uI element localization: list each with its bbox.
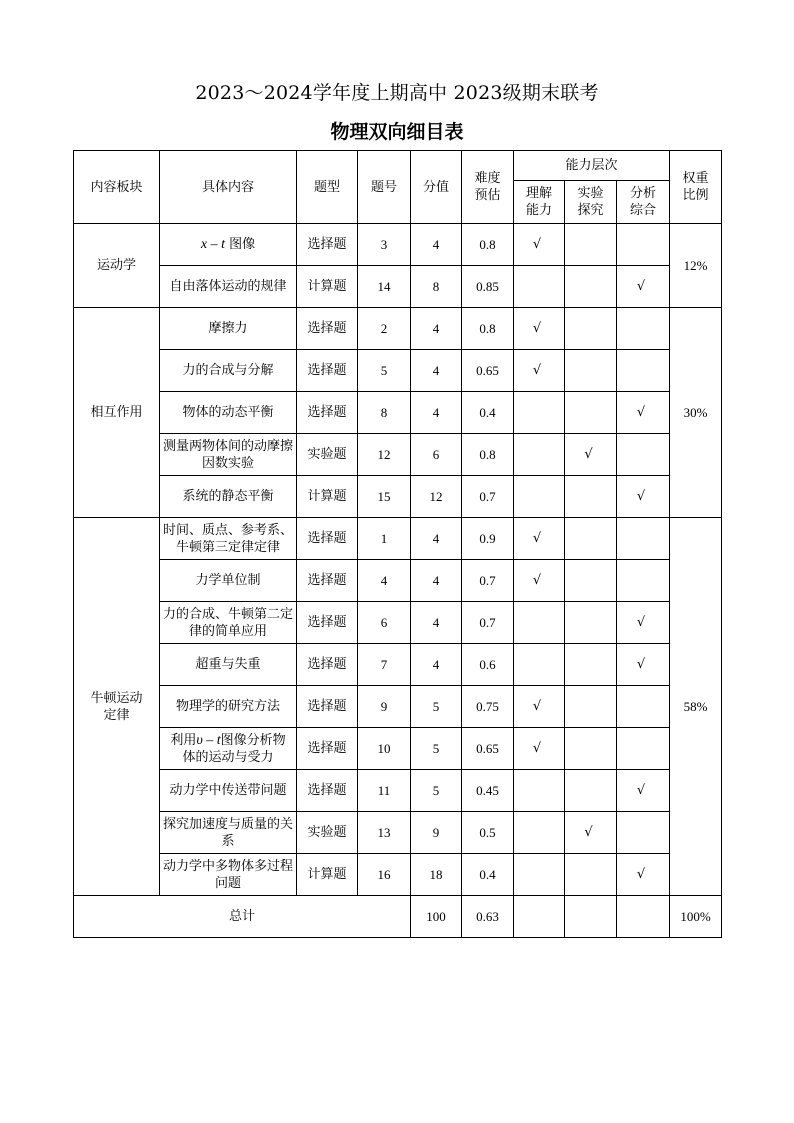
header-type: 题型 [297, 151, 358, 224]
content-variable: υ – t [196, 732, 221, 748]
score-cell: 5 [411, 728, 462, 770]
ability-understand-check [514, 854, 565, 896]
number-cell: 6 [358, 602, 411, 644]
content-cell: 时间、质点、参考系、牛顿第三定律定律 [160, 518, 297, 560]
content-cell [160, 728, 297, 770]
score-cell: 6 [411, 434, 462, 476]
ability-experiment-check [565, 308, 617, 350]
ability-understand-check [514, 392, 565, 434]
ability-analysis-check: √ [617, 854, 670, 896]
score-cell: 4 [411, 560, 462, 602]
type-cell: 选择题 [297, 602, 358, 644]
header-ability-experiment [565, 181, 617, 224]
content-cell: 动力学中传送带问题 [160, 770, 297, 812]
total-weight: 100% [670, 896, 722, 938]
number-cell: 1 [358, 518, 411, 560]
type-cell: 选择题 [297, 644, 358, 686]
ability-analysis-check: √ [617, 602, 670, 644]
content-cell: 测量两物体间的动摩擦因数实验 [160, 434, 297, 476]
ability-analysis-check [617, 308, 670, 350]
header-content: 具体内容 [160, 151, 297, 224]
number-cell: 4 [358, 560, 411, 602]
content-cell: 摩擦力 [160, 308, 297, 350]
ability-experiment-check [565, 728, 617, 770]
content-cell: 自由落体运动的规律 [160, 266, 297, 308]
total-ability-understand [514, 896, 565, 938]
ability-analysis-check: √ [617, 770, 670, 812]
header-weight [670, 151, 722, 224]
difficulty-cell: 0.4 [462, 854, 514, 896]
content-cell: 超重与失重 [160, 644, 297, 686]
ability-analysis-check [617, 686, 670, 728]
content-cell: 力学单位制 [160, 560, 297, 602]
type-cell: 选择题 [297, 728, 358, 770]
score-cell: 5 [411, 770, 462, 812]
score-cell: 4 [411, 644, 462, 686]
total-label: 总计 [74, 896, 411, 938]
table-row [74, 644, 722, 686]
content-cell: 系统的静态平衡 [160, 476, 297, 518]
ability-understand-check [514, 434, 565, 476]
header-ability-understand-line2: 能力 [525, 203, 552, 218]
number-cell: 15 [358, 476, 411, 518]
difficulty-cell: 0.8 [462, 434, 514, 476]
number-cell: 10 [358, 728, 411, 770]
number-cell: 7 [358, 644, 411, 686]
difficulty-cell: 0.7 [462, 560, 514, 602]
type-cell: 计算题 [297, 266, 358, 308]
score-cell: 4 [411, 392, 462, 434]
ability-understand-check: √ [514, 518, 565, 560]
type-cell: 计算题 [297, 854, 358, 896]
ability-understand-check [514, 770, 565, 812]
score-cell: 8 [411, 266, 462, 308]
difficulty-cell: 0.9 [462, 518, 514, 560]
header-row [74, 151, 722, 181]
section-name: 相互作用 [74, 308, 160, 518]
type-cell: 选择题 [297, 392, 358, 434]
score-cell: 4 [411, 602, 462, 644]
table-row [74, 434, 722, 476]
table-row [74, 602, 722, 644]
table-body [74, 224, 722, 896]
score-cell: 18 [411, 854, 462, 896]
section-name: 运动学 [74, 224, 160, 308]
table-title: 物理双向细目表 [330, 121, 464, 143]
content-cell: 动力学中多物体多过程问题 [160, 854, 297, 896]
document-title: 2023～2024学年度上期高中 2023级期末联考 [195, 82, 599, 104]
ability-analysis-check [617, 224, 670, 266]
ability-analysis-check [617, 518, 670, 560]
ability-understand-check [514, 812, 565, 854]
table-row [74, 518, 722, 560]
header-section: 内容板块 [74, 151, 160, 224]
score-cell: 4 [411, 308, 462, 350]
number-cell: 5 [358, 350, 411, 392]
difficulty-cell: 0.7 [462, 476, 514, 518]
number-cell: 9 [358, 686, 411, 728]
difficulty-cell: 0.65 [462, 728, 514, 770]
weight-cell: 12% [670, 224, 722, 308]
difficulty-cell: 0.8 [462, 224, 514, 266]
header-ability: 能力层次 [514, 151, 670, 181]
difficulty-cell: 0.5 [462, 812, 514, 854]
header-ability-analysis-line2: 综合 [629, 203, 656, 218]
ability-experiment-check [565, 770, 617, 812]
ability-experiment-check [565, 518, 617, 560]
ability-experiment-check [565, 266, 617, 308]
type-cell: 选择题 [297, 686, 358, 728]
content-text-post: 图像 [224, 237, 256, 252]
header-difficulty [462, 151, 514, 224]
type-cell: 选择题 [297, 350, 358, 392]
score-cell: 4 [411, 224, 462, 266]
ability-understand-check: √ [514, 728, 565, 770]
number-cell: 3 [358, 224, 411, 266]
header-score: 分值 [411, 151, 462, 224]
ability-analysis-check: √ [617, 266, 670, 308]
difficulty-cell: 0.65 [462, 350, 514, 392]
content-cell: 力的合成、牛顿第二定律的简单应用 [160, 602, 297, 644]
ability-experiment-check [565, 560, 617, 602]
ability-analysis-check [617, 350, 670, 392]
header-ability-analysis [617, 181, 670, 224]
ability-understand-check [514, 476, 565, 518]
difficulty-cell: 0.7 [462, 602, 514, 644]
header-difficulty-line2: 预估 [474, 188, 501, 203]
ability-experiment-check [565, 392, 617, 434]
ability-understand-check [514, 266, 565, 308]
content-cell [160, 224, 297, 266]
table-row [74, 224, 722, 266]
total-difficulty: 0.63 [462, 896, 514, 938]
ability-experiment-check: √ [565, 434, 617, 476]
header-ability-analysis-line1: 分析 [629, 186, 656, 201]
two-way-spec-table [73, 150, 722, 938]
header-number: 题号 [358, 151, 411, 224]
content-cell: 物体的动态平衡 [160, 392, 297, 434]
ability-experiment-check [565, 854, 617, 896]
header-ability-understand [514, 181, 565, 224]
difficulty-cell: 0.6 [462, 644, 514, 686]
ability-understand-check: √ [514, 350, 565, 392]
content-cell: 探究加速度与质量的关系 [160, 812, 297, 854]
table-row [74, 854, 722, 896]
number-cell: 2 [358, 308, 411, 350]
ability-experiment-check [565, 224, 617, 266]
difficulty-cell: 0.4 [462, 392, 514, 434]
difficulty-cell: 0.45 [462, 770, 514, 812]
score-cell: 4 [411, 350, 462, 392]
number-cell: 14 [358, 266, 411, 308]
table-row [74, 476, 722, 518]
content-variable: x – t [200, 237, 225, 252]
ability-experiment-check [565, 686, 617, 728]
type-cell: 选择题 [297, 560, 358, 602]
total-ability-analysis [617, 896, 670, 938]
table-row [74, 560, 722, 602]
score-cell: 4 [411, 518, 462, 560]
ability-analysis-check [617, 560, 670, 602]
total-ability-experiment [565, 896, 617, 938]
ability-analysis-check [617, 812, 670, 854]
table-row [74, 266, 722, 308]
section-name: 牛顿运动定律 [74, 518, 160, 896]
type-cell: 选择题 [297, 770, 358, 812]
table-row [74, 350, 722, 392]
number-cell: 11 [358, 770, 411, 812]
ability-understand-check: √ [514, 308, 565, 350]
table-row [74, 686, 722, 728]
ability-analysis-check: √ [617, 644, 670, 686]
number-cell: 13 [358, 812, 411, 854]
ability-understand-check [514, 602, 565, 644]
score-cell: 9 [411, 812, 462, 854]
header-difficulty-line1: 难度 [474, 171, 501, 186]
type-cell: 实验题 [297, 434, 358, 476]
type-cell: 选择题 [297, 224, 358, 266]
weight-cell: 58% [670, 518, 722, 896]
header-ability-experiment-line1: 实验 [577, 186, 604, 201]
ability-understand-check: √ [514, 686, 565, 728]
difficulty-cell: 0.85 [462, 266, 514, 308]
ability-analysis-check [617, 434, 670, 476]
ability-experiment-check [565, 476, 617, 518]
ability-understand-check [514, 644, 565, 686]
score-cell: 12 [411, 476, 462, 518]
number-cell: 16 [358, 854, 411, 896]
table-row [74, 812, 722, 854]
header-weight-line1: 权重 [682, 171, 709, 186]
ability-experiment-check [565, 644, 617, 686]
total-row [74, 896, 722, 938]
score-cell: 5 [411, 686, 462, 728]
ability-experiment-check: √ [565, 812, 617, 854]
type-cell: 选择题 [297, 308, 358, 350]
type-cell: 实验题 [297, 812, 358, 854]
header-ability-understand-line1: 理解 [525, 186, 552, 201]
ability-analysis-check: √ [617, 392, 670, 434]
table-row [74, 392, 722, 434]
ability-understand-check: √ [514, 560, 565, 602]
table-row [74, 770, 722, 812]
ability-analysis-check: √ [617, 476, 670, 518]
content-cell: 力的合成与分解 [160, 350, 297, 392]
number-cell: 8 [358, 392, 411, 434]
difficulty-cell: 0.8 [462, 308, 514, 350]
table-row [74, 308, 722, 350]
type-cell: 计算题 [297, 476, 358, 518]
type-cell: 选择题 [297, 518, 358, 560]
header-weight-line2: 比例 [682, 188, 709, 203]
ability-experiment-check [565, 350, 617, 392]
weight-cell: 30% [670, 308, 722, 518]
content-cell: 物理学的研究方法 [160, 686, 297, 728]
total-score: 100 [411, 896, 462, 938]
header-ability-experiment-line2: 探究 [577, 203, 604, 218]
ability-understand-check: √ [514, 224, 565, 266]
content-text-post: 图像分析物体的运动与受力 [182, 732, 286, 765]
ability-experiment-check [565, 602, 617, 644]
number-cell: 12 [358, 434, 411, 476]
table-row [74, 728, 722, 770]
content-text-pre: 利用 [170, 732, 197, 748]
ability-analysis-check [617, 728, 670, 770]
difficulty-cell: 0.75 [462, 686, 514, 728]
